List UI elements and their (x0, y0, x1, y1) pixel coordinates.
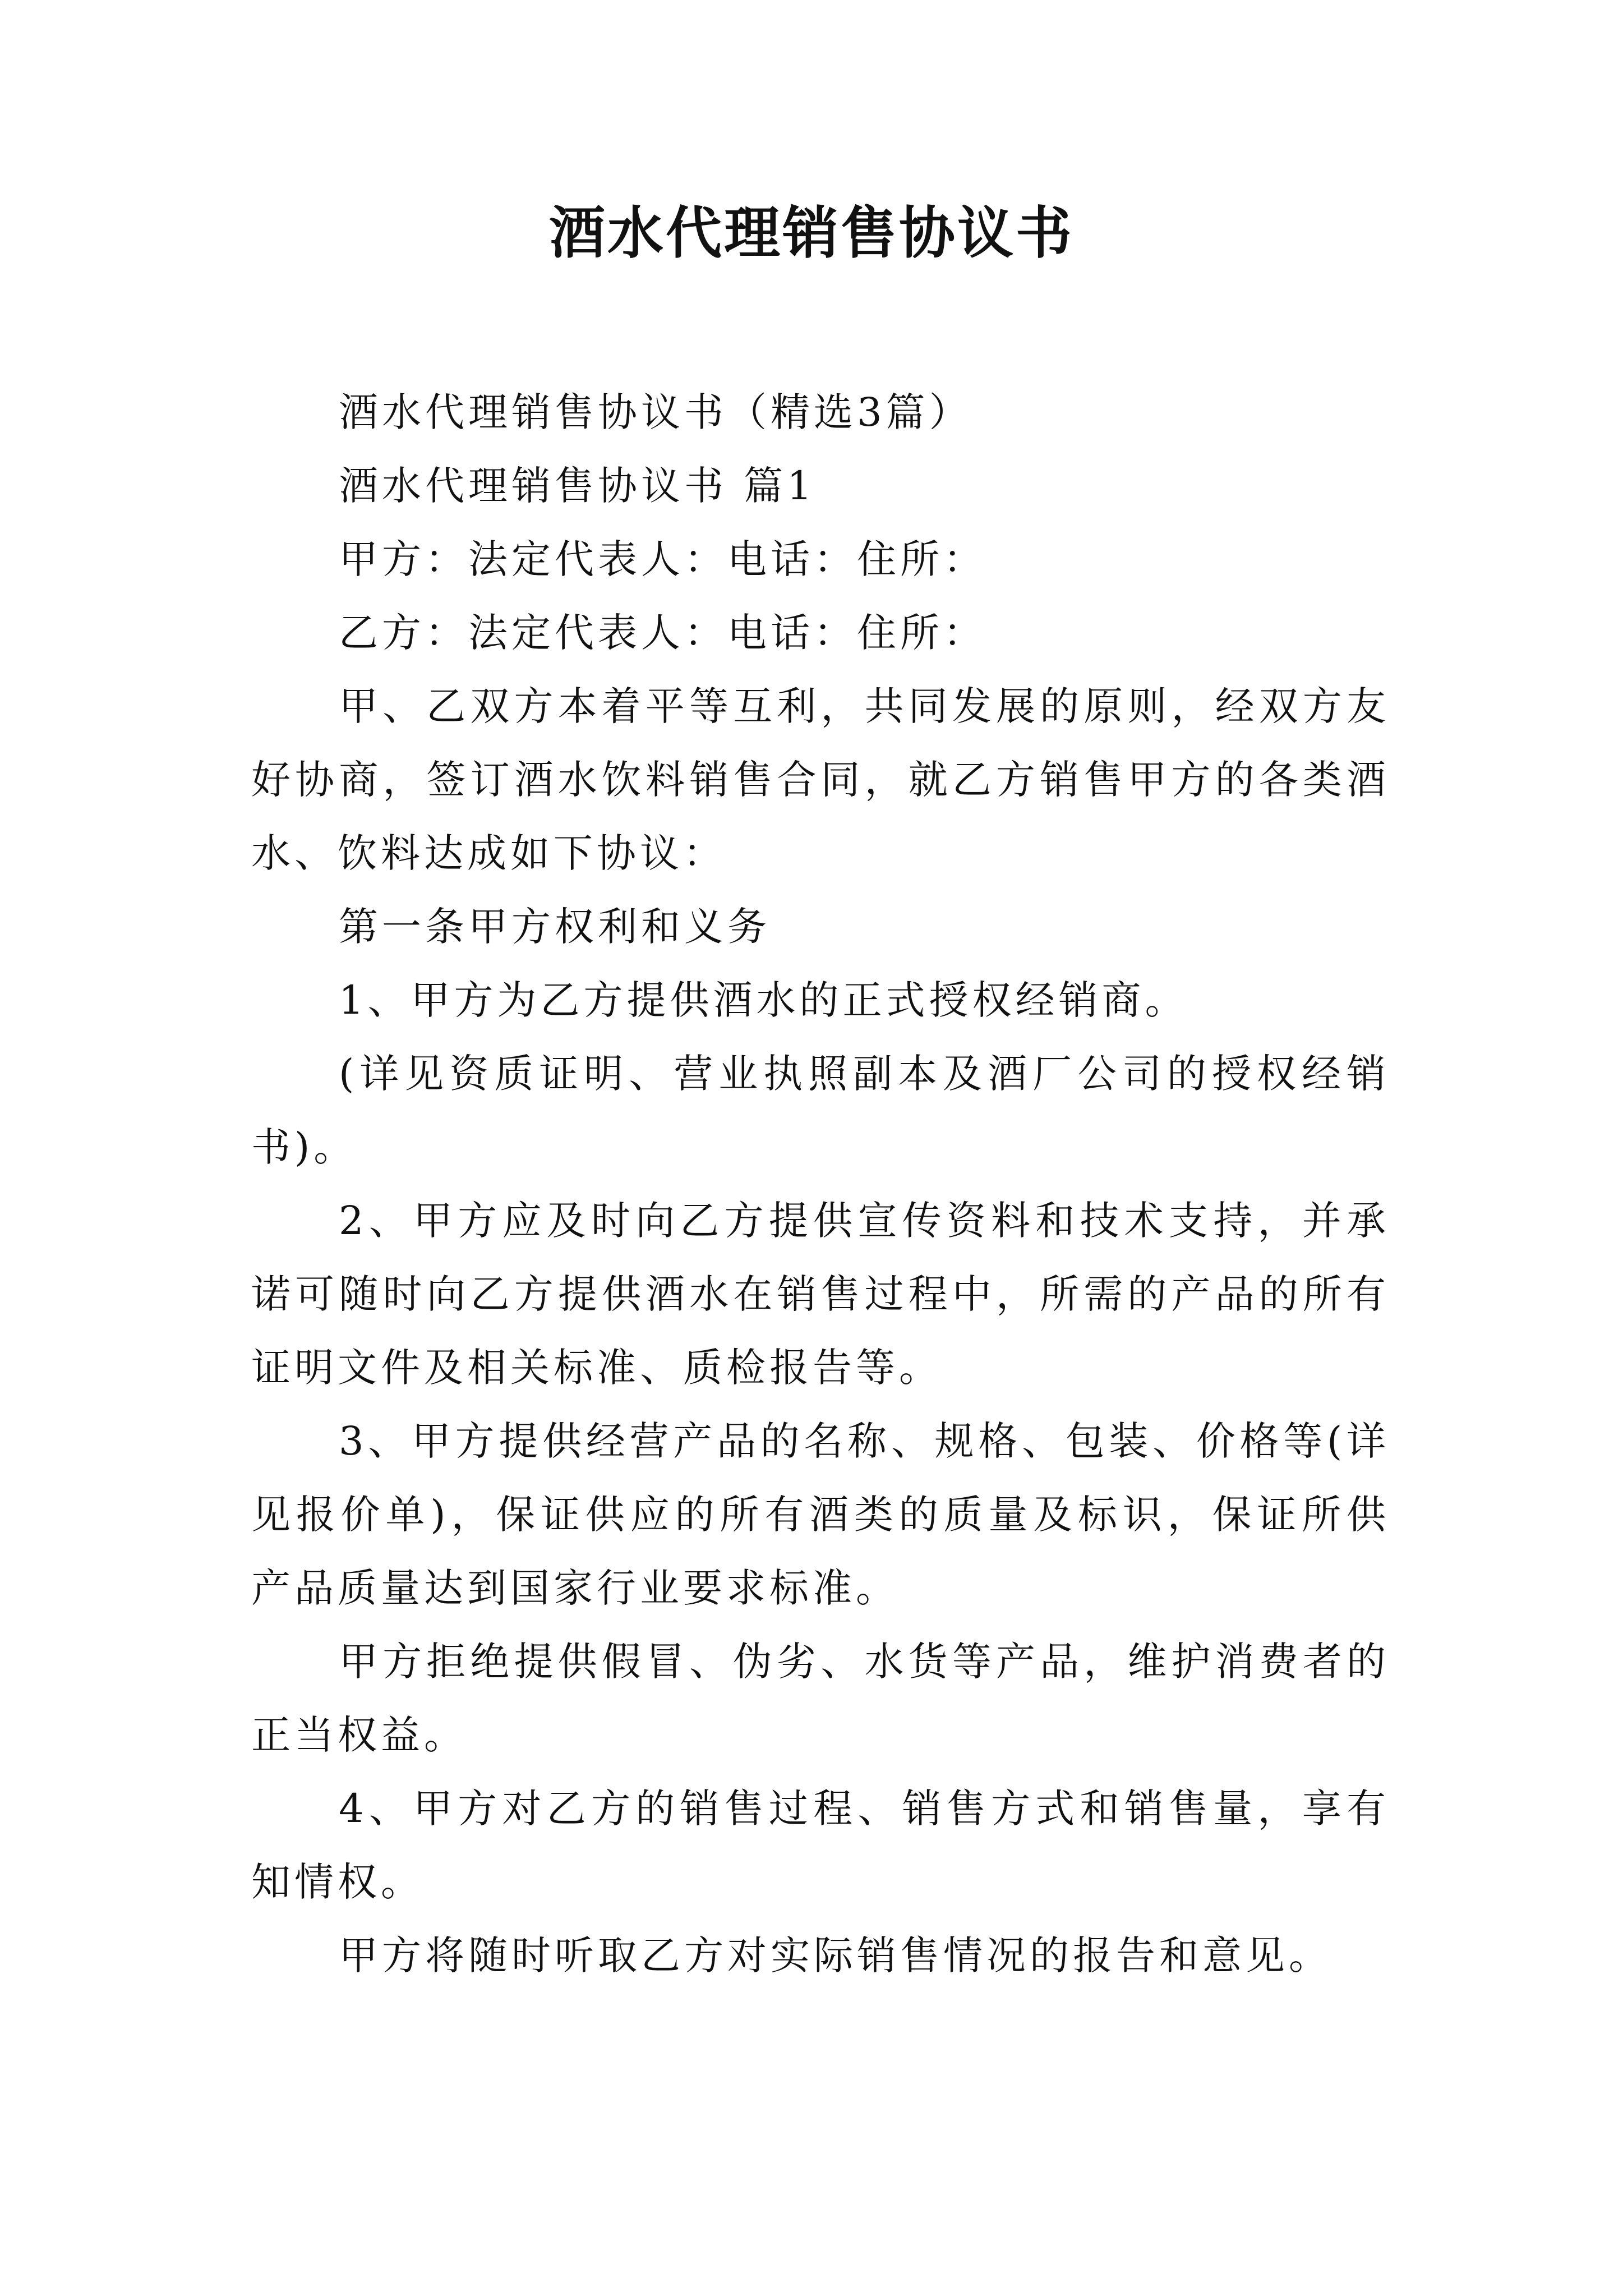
paragraph-clause-2: 2、甲方应及时向乙方提供宣传资料和技术支持，并承诺可随时向乙方提供酒水在销售过程中，所需的产品的所有证明文件及相关标准、质检报告等。 (251, 1198, 1390, 1391)
paragraph-subtitle: 酒水代理销售协议书（精选3篇） (339, 389, 972, 435)
paragraph-party-a: 甲方：法定代表人：电话：住所： (339, 536, 986, 582)
paragraph-article-1-heading: 第一条甲方权利和义务 (339, 904, 771, 950)
paragraph-clause-3-note: 甲方拒绝提供假冒、伪劣、水货等产品，维护消费者的正当权益。 (251, 1639, 1390, 1758)
document-title: 酒水代理销售协议书 (549, 200, 1074, 266)
paragraph-clause-3: 3、甲方提供经营产品的名称、规格、包装、价格等(详见报价单)，保证供应的所有酒类的质量及标识，保证所供产品质量达到国家行业要求标准。 (251, 1418, 1390, 1611)
paragraph-clause-1: 1、甲方为乙方提供酒水的正式授权经销商。 (339, 977, 1188, 1023)
paragraph-party-b: 乙方：法定代表人：电话：住所： (339, 610, 986, 656)
document-body (251, 376, 1390, 1993)
paragraph-preamble: 甲、乙双方本着平等互利，共同发展的原则，经双方友好协商，签订酒水饮料销售合同，就乙方销售甲方的各类酒水、饮料达成如下协议： (251, 683, 1390, 876)
paragraph-clause-4-note: 甲方将随时听取乙方对实际销售情况的报告和意见。 (339, 1932, 1332, 1978)
paragraph-clause-1-note: (详见资质证明、营业执照副本及酒厂公司的授权经销书)。 (251, 1051, 1390, 1170)
paragraph-section-heading: 酒水代理销售协议书 篇1 (339, 463, 816, 509)
paragraph-clause-4: 4、甲方对乙方的销售过程、销售方式和销售量，享有知情权。 (251, 1786, 1390, 1905)
